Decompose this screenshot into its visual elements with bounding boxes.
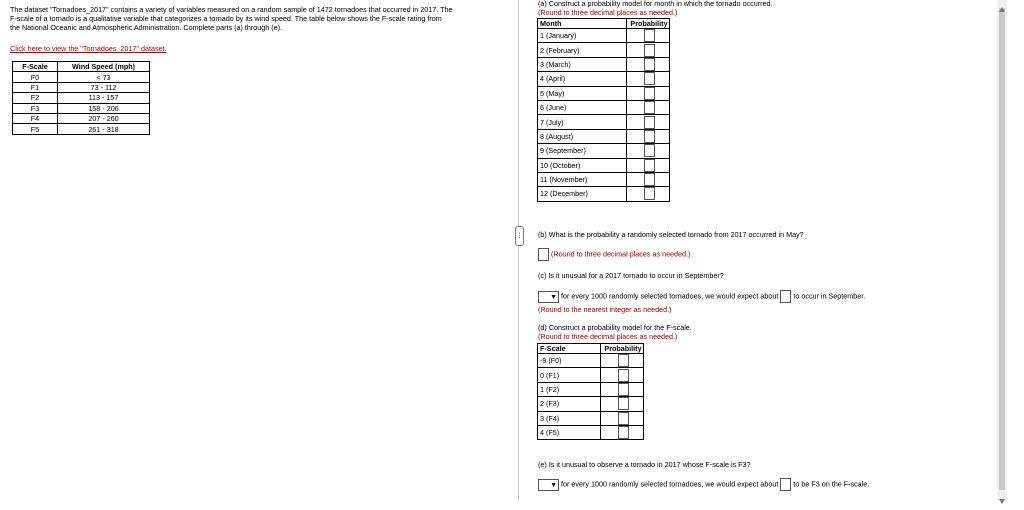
table-row [13, 82, 150, 92]
wind-cell: 73 - 112 [58, 82, 150, 92]
table-row [538, 368, 644, 382]
intro-line-1: The dataset "Tornadoes_2017" contains a variety of variables measured on a random sample of 1472 tornadoes that occurred in 2017. The [10, 5, 453, 14]
table-header: Month [538, 19, 627, 29]
probability-input[interactable] [644, 29, 655, 42]
month-label: 5 (May) [538, 86, 627, 100]
window-edge [1007, 0, 1024, 501]
unusual-f3-dropdown[interactable]: ▼ [538, 479, 559, 491]
fscale-cell: F0 [13, 72, 58, 82]
month-label: 1 (January) [538, 29, 627, 43]
part-c-question: (c) Is it unusual for a 2017 tornado to occur in September? [538, 271, 724, 280]
part-b-question: (b) What is the probability a randomly selected tornado from 2017 occurred in May? [538, 230, 804, 239]
fscale-cell: F1 [13, 82, 58, 92]
part-b-answer-row [538, 248, 690, 261]
probability-input[interactable] [644, 72, 655, 85]
part-e-answer-end: to be F3 on the F-scale. [793, 479, 870, 489]
table-row [538, 57, 670, 71]
part-e-answer-row [538, 478, 869, 491]
scroll-down-icon[interactable] [998, 492, 1006, 499]
table-row [538, 129, 670, 143]
month-label: 3 (March) [538, 57, 627, 71]
table-row [13, 103, 150, 113]
probability-input[interactable] [644, 173, 655, 186]
wind-cell: 158 - 206 [58, 103, 150, 113]
wind-cell: < 73 [58, 72, 150, 82]
part-c-answer-row [538, 290, 865, 303]
part-e-question: (e) Is it unusual to observe a tornado in 2017 whose F-scale is F3? [538, 460, 751, 469]
table-row [538, 354, 644, 368]
table-header: F-Scale [538, 344, 601, 354]
fscale-label: 3 (F4) [538, 411, 601, 425]
unusual-dropdown[interactable]: ▼ [538, 291, 559, 303]
may-probability-input[interactable] [538, 248, 549, 261]
month-label: 11 (November) [538, 172, 627, 186]
part-a-hint: (Round to three decimal places as needed.) [538, 8, 678, 17]
fscale-label: 0 (F1) [538, 368, 601, 382]
fscale-label: 2 (F3) [538, 397, 601, 411]
panel-divider [518, 0, 519, 501]
table-row [538, 425, 644, 439]
fscale-label: 4 (F5) [538, 425, 601, 439]
part-e-answer-text: for every 1000 randomly selected tornadoes, we would expect about [561, 479, 779, 489]
probability-input[interactable] [644, 159, 655, 172]
month-label: 10 (October) [538, 158, 627, 172]
month-label: 4 (April) [538, 72, 627, 86]
table-row [13, 113, 150, 123]
probability-input[interactable] [644, 58, 655, 71]
table-row [538, 144, 670, 158]
f3-count-input[interactable] [780, 478, 791, 491]
month-label: 7 (July) [538, 115, 627, 129]
table-row [538, 72, 670, 86]
part-c-answer-text: for every 1000 randomly selected tornadoes, we would expect about [561, 291, 779, 301]
part-c-hint: (Round to the nearest integer as needed.) [538, 305, 672, 314]
september-count-input[interactable] [780, 290, 791, 303]
probability-input[interactable] [618, 412, 629, 425]
table-header: Probability [601, 344, 644, 354]
part-a-title: (a) Construct a probability model for month in which the tornado occurred. [538, 0, 773, 8]
part-c-answer-end: to occur in September. [793, 291, 866, 301]
wind-cell: 207 - 260 [58, 113, 150, 123]
fscale-cell: F5 [13, 124, 58, 134]
probability-input[interactable] [644, 130, 655, 143]
part-b-hint: (Round to three decimal places as needed.) [551, 249, 691, 259]
table-row [538, 158, 670, 172]
month-label: 2 (February) [538, 43, 627, 57]
table-row [538, 187, 670, 201]
table-row [538, 100, 670, 114]
table-header: Wind Speed (mph) [58, 62, 150, 72]
intro-line-2: F-scale of a tornado is a qualitative variable that categorizes a tornado by its wind speed. The table below shows the F-scale rating from [10, 14, 442, 23]
probability-input[interactable] [618, 383, 629, 396]
fscale-probability-table [537, 343, 644, 440]
probability-input[interactable] [644, 101, 655, 114]
table-row [538, 397, 644, 411]
table-row [538, 43, 670, 57]
problem-intro [10, 5, 510, 32]
wind-cell: 261 - 318 [58, 124, 150, 134]
month-label: 12 (December) [538, 187, 627, 201]
wind-cell: 113 - 157 [58, 93, 150, 103]
month-label: 6 (June) [538, 100, 627, 114]
probability-input[interactable] [644, 187, 655, 200]
table-row [538, 29, 670, 43]
intro-line-3: the National Oceanic and Atmospheric Administration. Complete parts (a) through (e). [10, 23, 283, 32]
table-header: F-Scale [13, 62, 58, 72]
table-row [538, 172, 670, 186]
probability-input[interactable] [618, 369, 629, 382]
probability-input[interactable] [618, 426, 629, 439]
part-d-hint: (Round to three decimal places as needed.) [538, 332, 678, 341]
fscale-wind-table [12, 61, 150, 135]
table-row [538, 411, 644, 425]
table-row [13, 124, 150, 134]
probability-input[interactable] [644, 87, 655, 100]
fscale-cell: F3 [13, 103, 58, 113]
month-probability-table [537, 18, 670, 202]
table-row [538, 86, 670, 100]
part-d-title: (d) Construct a probability model for the F-scale. [538, 323, 692, 332]
probability-input[interactable] [618, 354, 629, 367]
scroll-up-icon[interactable] [998, 0, 1006, 7]
divider-grip-icon[interactable]: ⋮ [515, 226, 524, 246]
dataset-link[interactable]: Click here to view the "Tornadoes_2017" dataset. [10, 44, 167, 53]
probability-input[interactable] [644, 116, 655, 129]
table-row [538, 382, 644, 396]
fscale-cell: F4 [13, 113, 58, 123]
month-label: 9 (September) [538, 144, 627, 158]
fscale-label: -9 (F0) [538, 354, 601, 368]
fscale-label: 1 (F2) [538, 382, 601, 396]
probability-input[interactable] [644, 144, 655, 157]
table-row [13, 72, 150, 82]
scrollbar-thumb[interactable] [999, 8, 1005, 490]
table-row [13, 93, 150, 103]
month-label: 8 (August) [538, 129, 627, 143]
table-header: Probability [627, 19, 670, 29]
fscale-cell: F2 [13, 93, 58, 103]
table-row [538, 115, 670, 129]
probability-input[interactable] [618, 397, 629, 410]
probability-input[interactable] [644, 44, 655, 57]
